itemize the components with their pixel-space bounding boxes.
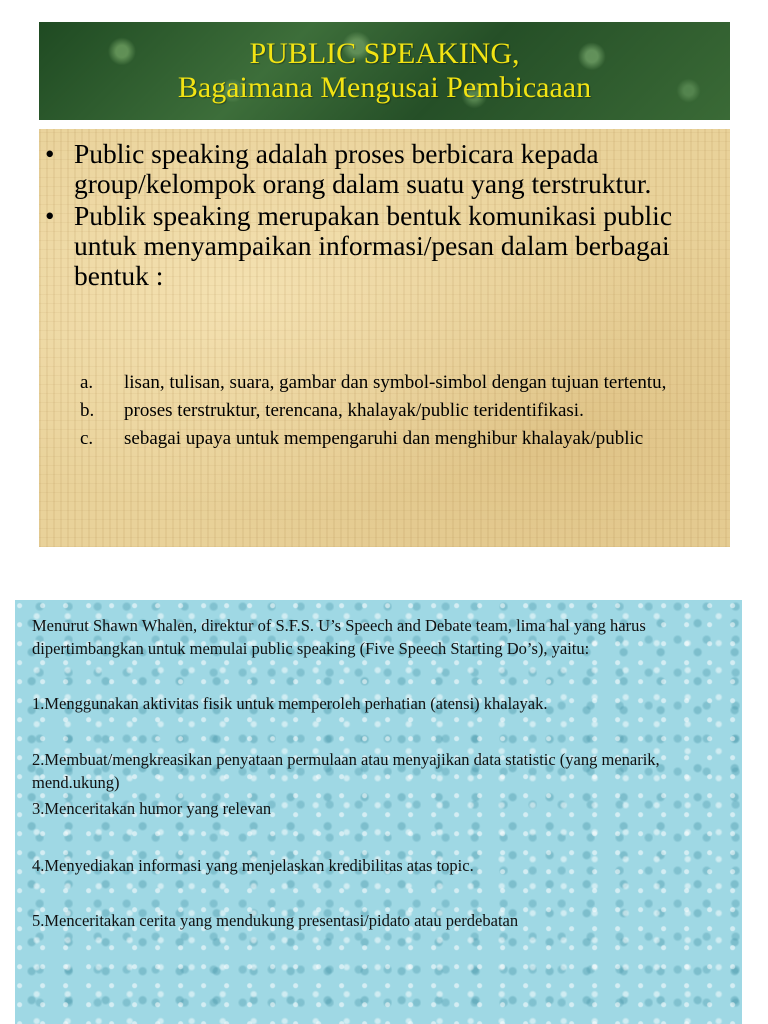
sub-item-label: c. xyxy=(80,428,94,449)
bullet-dot-icon: • xyxy=(45,201,55,231)
sub-item xyxy=(39,372,730,394)
bullet-text: Publik speaking merupakan bentuk komunikasi public untuk menyampaikan informasi/pesan dalam berbagai bentuk : xyxy=(74,200,673,291)
sub-item-label: b. xyxy=(80,400,95,421)
sub-item xyxy=(39,400,730,422)
list-item: 2.Membuat/mengkreasikan penyataan permulaan atau menyajikan data statistic (yang menarik, mend.ukung) xyxy=(32,750,660,792)
bullet-text: Public speaking adalah proses berbicara kepada group/kelompok orang dalam suatu yang terstruktur. xyxy=(74,138,652,199)
slide1-subtitle: Bagaimana Mengusai Pembicaaan xyxy=(177,71,592,104)
slide2-content xyxy=(15,600,742,1024)
list-item: 3.Menceritakan humor yang relevan xyxy=(32,799,272,818)
bullet-item xyxy=(39,201,730,291)
sub-item-text: lisan, tulisan, suara, gambar dan symbol-simbol dengan tujuan tertentu, xyxy=(124,372,667,393)
bullet-list xyxy=(39,139,730,293)
list-item: 4.Menyediakan informasi yang menjelaskan kredibilitas atas topic. xyxy=(32,856,474,875)
list-item: 1.Menggunakan aktivitas fisik untuk memperoleh perhatian (atensi) khalayak. xyxy=(32,694,548,713)
list-item: 5.Menceritakan cerita yang mendukung presentasi/pidato atau perdebatan xyxy=(32,911,519,930)
sub-item-label: a. xyxy=(80,372,94,393)
bullet-dot-icon: • xyxy=(45,139,55,169)
slide1-title: PUBLIC SPEAKING, xyxy=(249,37,520,70)
sub-item xyxy=(39,428,730,450)
slide1-content xyxy=(39,129,730,547)
sub-list xyxy=(39,372,730,456)
sub-item-text: sebagai upaya untuk mempengaruhi dan menghibur khalayak/public xyxy=(124,428,644,449)
sub-item-text: proses terstruktur, terencana, khalayak/public teridentifikasi. xyxy=(124,400,584,421)
bullet-item xyxy=(39,139,730,199)
slide1-title-banner xyxy=(39,22,730,120)
slide2-intro: Menurut Shawn Whalen, direktur of S.F.S. U’s Speech and Debate team, lima hal yang harus dipertimbangkan untuk memulai public speaking (Five Speech Starting Do’s), yaitu: xyxy=(32,616,646,658)
